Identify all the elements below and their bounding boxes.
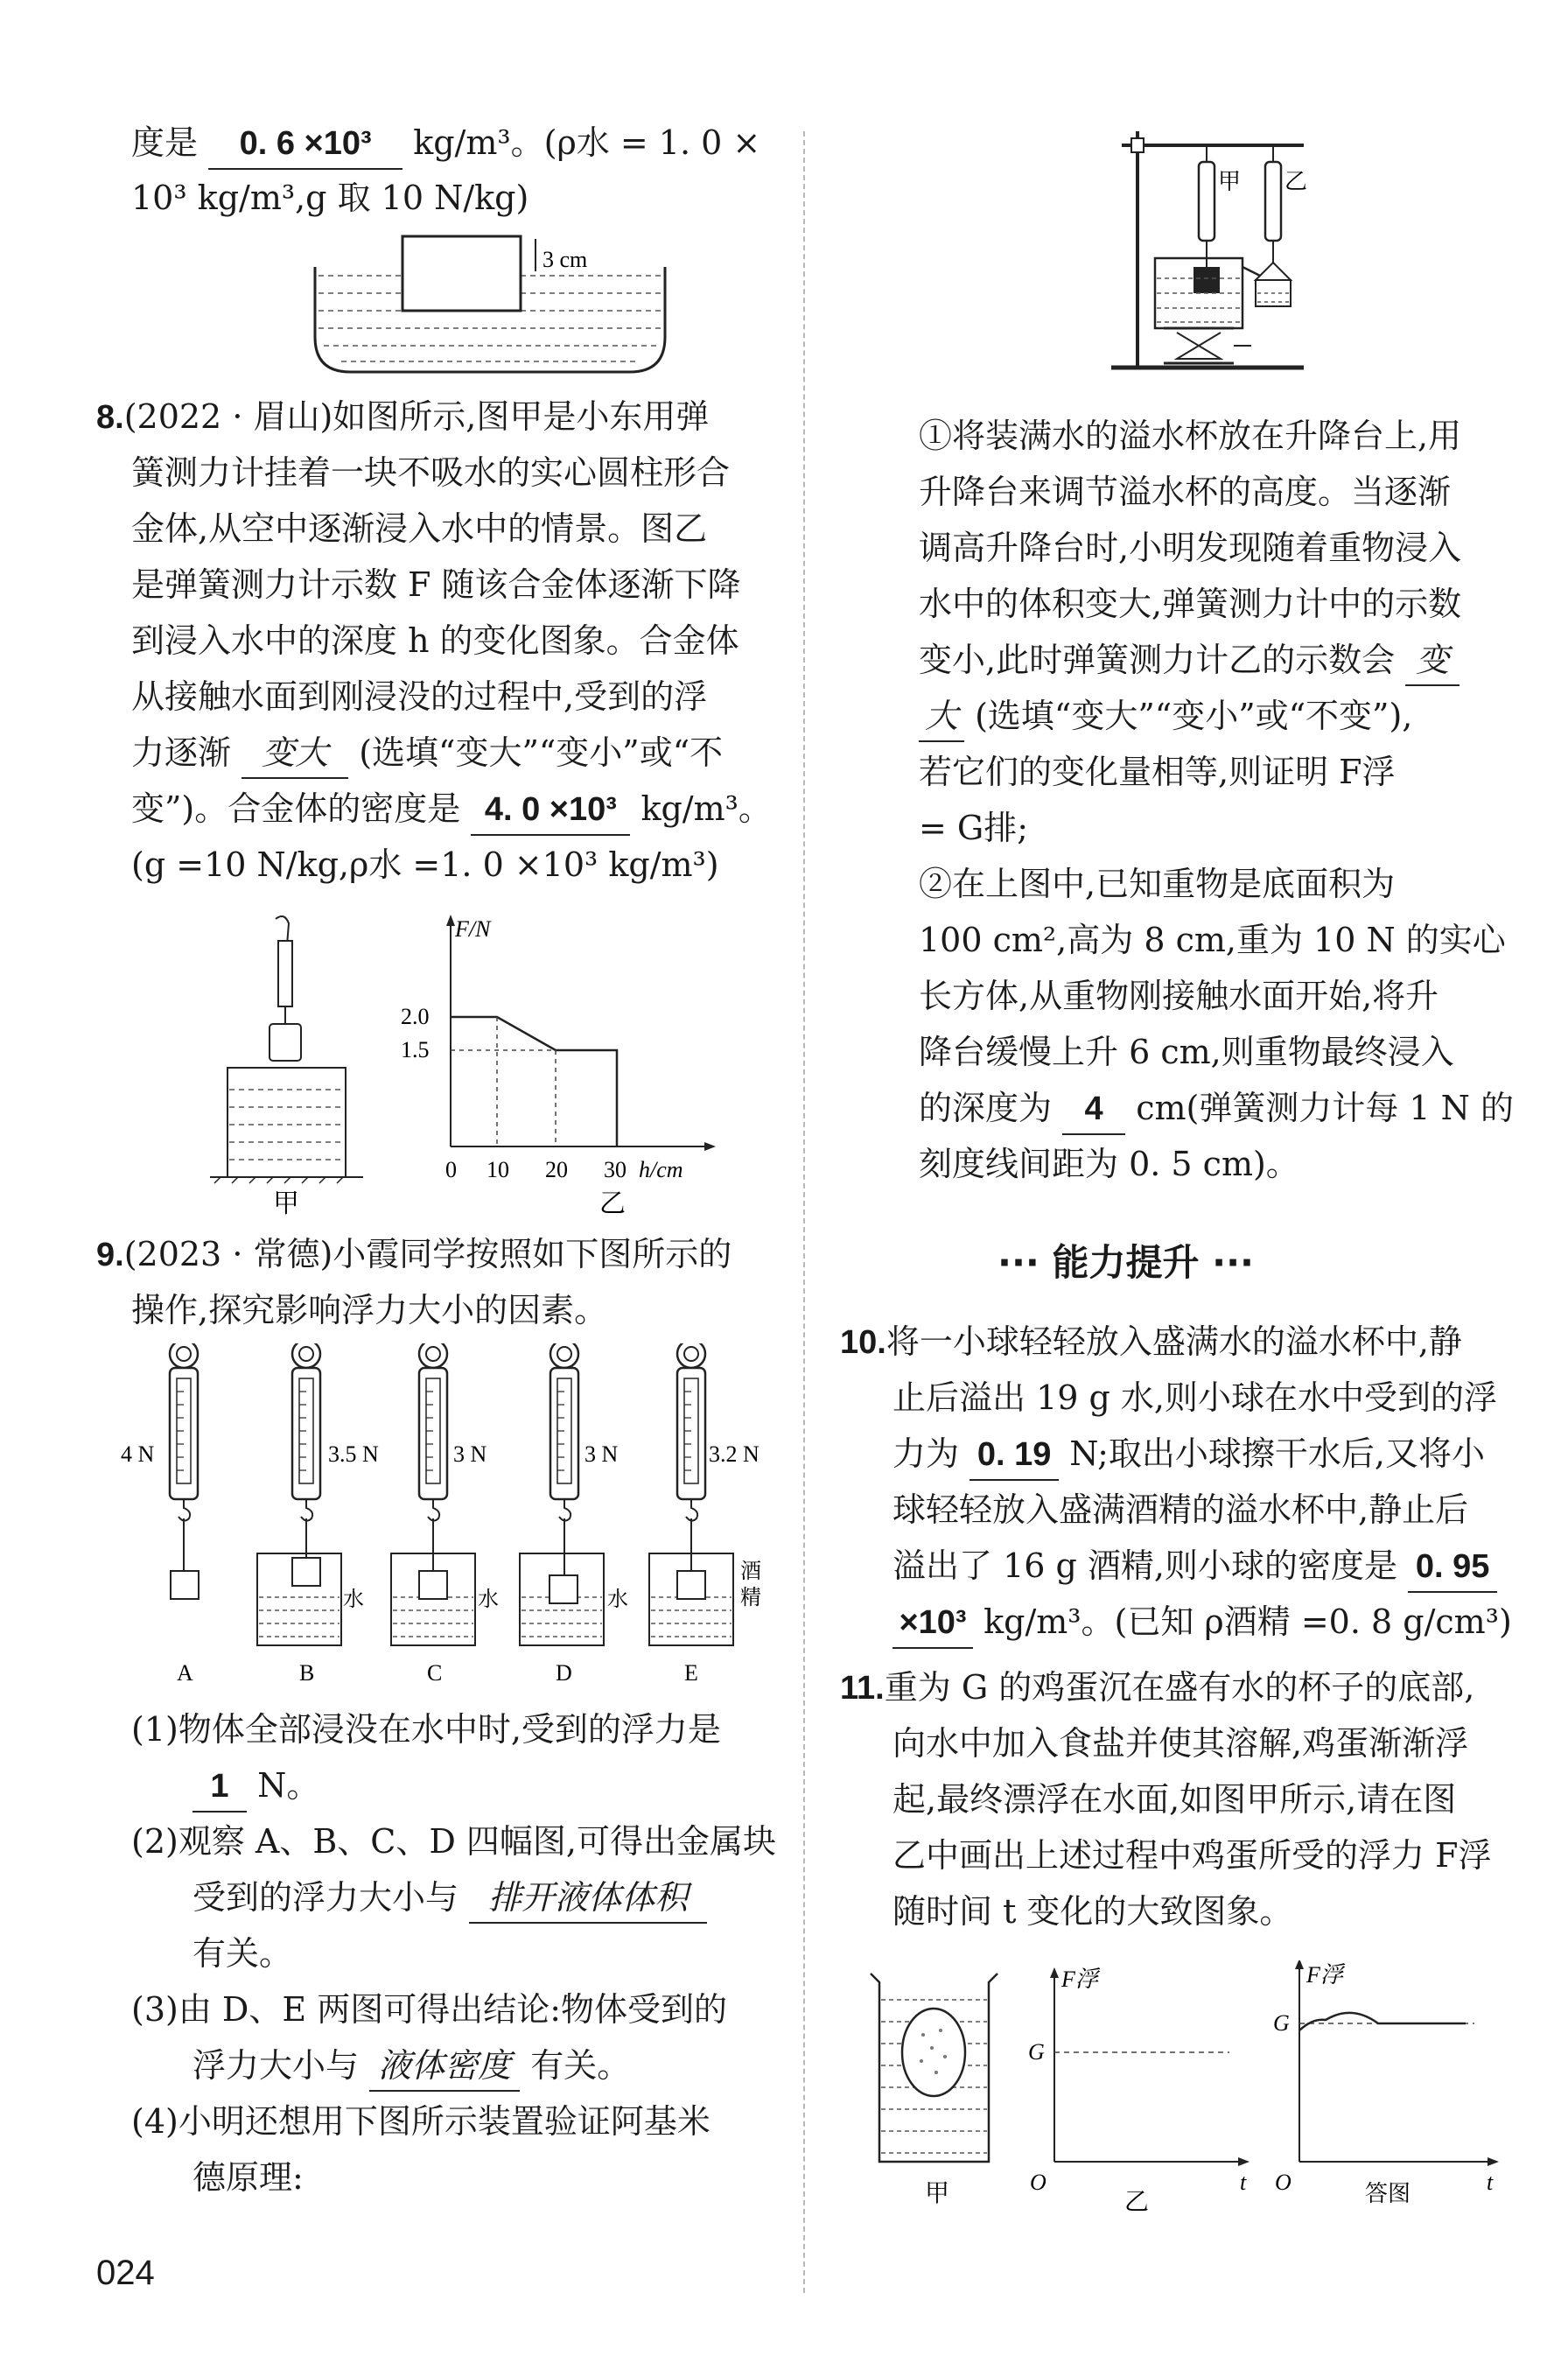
q7-line1: 度是 0. 6 ×10³ kg/m³。(ρ水 = 1. 0 × xyxy=(131,118,760,170)
q11-answer-axis-F: F浮 xyxy=(1306,1962,1343,1988)
q9-r8: = G排; xyxy=(919,809,1029,847)
q9-sub2-answer: 排开液体体积 xyxy=(469,1873,707,1924)
q7-answer: 0. 6 ×10³ xyxy=(208,119,402,170)
q11-figures xyxy=(862,1960,1505,2223)
q9-label-c: C xyxy=(427,1660,443,1686)
q11-answer-axis-t: t xyxy=(1487,2170,1494,2195)
q8-y-axis-label: F/N xyxy=(455,916,491,942)
q9-sub2-line3: 有关。 xyxy=(192,1934,293,1973)
q11-yi-axis-F: F浮 xyxy=(1061,1967,1098,1992)
q9-line2: 操作,探究影响浮力大小的因素。 xyxy=(131,1291,608,1329)
section-title: ··· 能力提升 ··· xyxy=(998,1241,1254,1284)
q9-label-e: E xyxy=(684,1660,698,1686)
q8-y-tick-1.5: 1.5 xyxy=(401,1037,430,1062)
q9-r2: 升降台来调节溢水杯的高度。当逐渐 xyxy=(919,473,1452,511)
q8-y-tick-2.0: 2.0 xyxy=(401,1004,430,1029)
q11-line3: 起,最终漂浮在水面,如图甲所示,请在图 xyxy=(892,1780,1457,1819)
q9-r5-answer: 变 xyxy=(1405,635,1460,686)
q9-r4: 水中的体积变大,弹簧测力计中的示数 xyxy=(919,585,1462,623)
q9-reading-d: 3 N xyxy=(584,1441,619,1467)
q9-sub1-answer: 1 xyxy=(192,1762,247,1813)
q9-apparatus-yi: 乙 xyxy=(1284,169,1308,194)
q9-r7: 若它们的变化量相等,则证明 F浮 xyxy=(919,753,1396,791)
q9-r6-answer: 大 xyxy=(919,691,964,742)
q10-answer1: 0. 19 xyxy=(970,1430,1059,1481)
q9-reading-b: 3.5 N xyxy=(328,1441,379,1467)
q9-reading-a: 4 N xyxy=(121,1441,155,1467)
q9-r12: 降台缓慢上升 6 cm,则重物最终浸入 xyxy=(919,1033,1454,1071)
q11-line1: 11.重为 G 的鸡蛋沉在盛有水的杯子的底部, xyxy=(840,1668,1475,1707)
q9-line1: 9.(2023 · 常德)小霞同学按照如下图所示的 xyxy=(96,1235,732,1273)
q8-line6: 从接触水面到刚浸没的过程中,受到的浮 xyxy=(131,677,708,716)
page-number: 024 xyxy=(96,2254,155,2292)
q9-label-a: A xyxy=(177,1660,193,1686)
q10-line1: 10.将一小球轻轻放入盛满水的溢水杯中,静 xyxy=(840,1322,1462,1361)
q9-reading-e: 3.2 N xyxy=(709,1441,760,1467)
q11-answer-axis-G: G xyxy=(1273,2010,1290,2036)
q8-x-tick-10: 10 xyxy=(486,1157,509,1182)
q10-answer2a: 0. 95 xyxy=(1408,1542,1497,1593)
q8-line5: 到浸入水中的深度 h 的变化图象。合金体 xyxy=(131,621,739,660)
q9-panel-a xyxy=(121,1343,199,1686)
q9-panel-e xyxy=(649,1343,761,1686)
q8-line4: 是弹簧测力计示数 F 随该合金体逐渐下降 xyxy=(131,565,741,604)
q9-sub1-line2: 1 N。 xyxy=(192,1761,319,1813)
q8-figures xyxy=(201,910,796,1217)
q9-label-b: B xyxy=(299,1660,315,1686)
q9-r11: 长方体,从重物刚接触水面开始,将升 xyxy=(919,977,1439,1015)
q9-r14: 刻度线间距为 0. 5 cm)。 xyxy=(919,1145,1299,1183)
q9-r1: ①将装满水的溢水杯放在升降台上,用 xyxy=(919,417,1462,455)
q8-line8: 变”)。合金体的密度是 4. 0 ×10³ kg/m³。 xyxy=(131,784,772,836)
q7-dimension-label: 3 cm xyxy=(542,247,588,272)
q9-r13: 的深度为 4 cm(弹簧测力计每 1 N 的 xyxy=(919,1083,1514,1135)
q11-fig-jia-label: 甲 xyxy=(925,2180,950,2207)
q11-line2: 向水中加入食盐并使其溶解,鸡蛋渐渐浮 xyxy=(892,1724,1469,1763)
q11-yi-axis-G: G xyxy=(1028,2039,1045,2065)
q9-sub1-line1: (1)物体全部浸没在水中时,受到的浮力是 xyxy=(131,1710,721,1749)
q8-line3: 金体,从空中逐渐浸入水中的情景。图乙 xyxy=(131,509,708,548)
q11-answer-axis-O: O xyxy=(1275,2170,1292,2195)
q9-sub3-line2: 浮力大小与 液体密度 有关。 xyxy=(192,2041,630,2092)
q9-apparatus-jia: 甲 xyxy=(1218,169,1242,194)
q9-experiment-figure xyxy=(105,1343,796,1693)
q7-block-figure xyxy=(306,223,674,381)
q11-fig-yi-graph xyxy=(1028,1967,1250,2216)
q9-sub4-line1: (4)小明还想用下图所示装置验证阿基米 xyxy=(131,2102,710,2141)
q10-line2: 止后溢出 19 g 水,则小球在水中受到的浮 xyxy=(892,1378,1497,1417)
q9-r10: 100 cm²,高为 8 cm,重为 10 N 的实心 xyxy=(919,921,1506,959)
q9-label-d: D xyxy=(556,1660,572,1686)
q9-liquid-d: 水 xyxy=(607,1588,628,1611)
q9-r6: 大 (选填“变大”“变小”或“不变”), xyxy=(919,691,1412,742)
q10-line4: 球轻轻放入盛满酒精的溢水杯中,静止后 xyxy=(892,1490,1469,1529)
q9-r5: 变小,此时弹簧测力计乙的示数会 变 xyxy=(919,635,1460,686)
q8-x-tick-20: 20 xyxy=(545,1157,568,1182)
q9-liquid-e-1: 酒 xyxy=(740,1560,761,1583)
q9-sub3-answer: 液体密度 xyxy=(369,2041,520,2092)
q8-line7: 力逐渐 变大 (选填“变大”“变小”或“不 xyxy=(131,728,723,779)
q11-line4: 乙中画出上述过程中鸡蛋所受的浮力 F浮 xyxy=(892,1836,1492,1875)
q9-panel-d xyxy=(520,1343,628,1686)
q9-liquid-b: 水 xyxy=(343,1588,364,1611)
q8-x-tick-30: 30 xyxy=(604,1157,626,1182)
q9-panel-b xyxy=(257,1343,379,1686)
q9-liquid-c: 水 xyxy=(478,1588,499,1611)
q9-sub2-line1: (2)观察 A、B、C、D 四幅图,可得出金属块 xyxy=(131,1822,776,1861)
q11-yi-axis-t: t xyxy=(1240,2170,1247,2195)
q8-line9: (g =10 N/kg,ρ水 =1. 0 ×10³ kg/m³) xyxy=(131,845,719,884)
q9-sub3-line1: (3)由 D、E 两图可得出结论:物体受到的 xyxy=(131,1990,727,2029)
q10-answer2b: ×10³ xyxy=(892,1598,973,1649)
q7-line2: 10³ kg/m³,g 取 10 N/kg) xyxy=(131,179,529,217)
q8-fig-yi-label: 乙 xyxy=(599,1189,626,1217)
q9-reading-c: 3 N xyxy=(453,1441,487,1467)
q8-line1: 8.(2022 · 眉山)如图所示,图甲是小东用弹 xyxy=(96,397,710,436)
q9-liquid-e-2: 精 xyxy=(740,1587,761,1609)
q8-answer2: 4. 0 ×10³ xyxy=(471,785,630,836)
q9-r9: ②在上图中,已知重物是底面积为 xyxy=(919,865,1396,903)
q11-fig-yi-label: 乙 xyxy=(1124,2189,1150,2216)
q11-line5: 随时间 t 变化的大致图象。 xyxy=(892,1892,1293,1931)
q8-x-axis-label: h/cm xyxy=(639,1157,683,1182)
q8-x-tick-0: 0 xyxy=(445,1157,457,1182)
q9-apparatus-figure xyxy=(1102,123,1365,385)
q10-line6: ×10³ kg/m³。(已知 ρ酒精 =0. 8 g/cm³) xyxy=(892,1597,1512,1649)
q8-fig-jia xyxy=(210,916,363,1217)
q11-answer-graph xyxy=(1273,1960,1499,2206)
q8-answer1: 变大 xyxy=(242,728,348,779)
q10-line5: 溢出了 16 g 酒精,则小球的密度是 0. 95 xyxy=(892,1541,1497,1593)
q9-sub2-line2: 受到的浮力大小与 排开液体体积 xyxy=(192,1873,707,1924)
q8-line2: 簧测力计挂着一块不吸水的实心圆柱形合 xyxy=(131,453,731,492)
q9-r13-answer: 4 xyxy=(1062,1084,1125,1135)
q11-answer-label: 答图 xyxy=(1365,2181,1411,2206)
q9-r3: 调高升降台时,小明发现随着重物浸入 xyxy=(919,529,1462,567)
q9-panel-c xyxy=(391,1343,499,1686)
q10-line3: 力为 0. 19 N;取出小球擦干水后,又将小 xyxy=(892,1429,1485,1481)
q9-sub4-line2: 德原理: xyxy=(192,2158,304,2197)
q8-fig-yi-graph xyxy=(401,915,716,1217)
column-divider xyxy=(803,131,805,2293)
q11-fig-jia xyxy=(871,1974,998,2207)
q11-yi-axis-O: O xyxy=(1030,2170,1046,2195)
q8-fig-jia-label: 甲 xyxy=(273,1189,299,1217)
